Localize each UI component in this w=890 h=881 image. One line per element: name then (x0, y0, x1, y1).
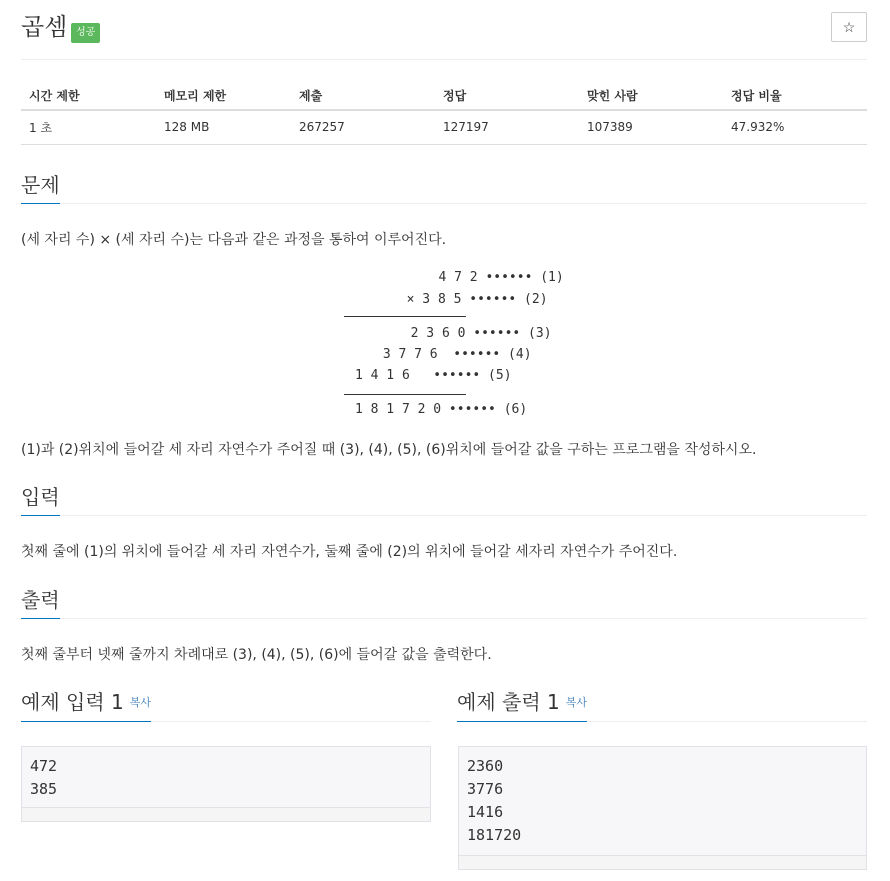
solved-users-value: 107389 (579, 110, 723, 144)
figure-row-2: × 3 8 5 •••••• (2) (391, 292, 548, 307)
figure-row-6: 1 8 1 7 2 0 •••••• (6) (355, 402, 528, 417)
figure-row-4: 3 7 7 6 •••••• (4) (375, 347, 532, 362)
problem-header (21, 12, 867, 60)
copy-sample-output-link[interactable]: 복사 (565, 696, 587, 709)
sample-output-title: 예제 출력 1 (457, 689, 560, 714)
output-description: 첫째 줄부터 넷째 줄까지 차례대로 (3), (4), (5), (6)에 들어갈 값을 출력한다. (21, 647, 492, 663)
column-header-memory-limit: 메모리 제한 (156, 82, 291, 110)
figure-row-3: 2 3 6 0 •••••• (3) (395, 326, 552, 341)
sample-input-scrollbar[interactable] (22, 807, 430, 821)
figure-divider (344, 316, 466, 317)
problem-section-header (21, 174, 867, 204)
copy-sample-input-link[interactable]: 복사 (129, 696, 151, 709)
status-badge: 성공 (71, 23, 100, 43)
output-section-header (21, 589, 867, 619)
input-section-header (21, 486, 867, 516)
sample-input-content: 472 385 (30, 757, 58, 798)
figure-row-5: 1 4 1 6 •••••• (5) (355, 368, 512, 383)
sample-output-scrollbar[interactable] (459, 855, 866, 869)
column-header-accept-rate: 정답 비율 (723, 82, 867, 110)
column-header-solved-users: 맞힌 사람 (579, 82, 723, 110)
sample-output-header (457, 689, 867, 722)
multiplication-figure (344, 268, 564, 424)
problem-question: (1)과 (2)위치에 들어갈 세 자리 자연수가 주어질 때 (3), (4), (5), (6)위치에 들어갈 값을 구하는 프로그램을 작성하시오. (21, 442, 757, 458)
problem-info-table (21, 82, 867, 145)
problem-intro: (세 자리 수) × (세 자리 수)는 다음과 같은 과정을 통하여 이루어진다. (21, 232, 447, 248)
figure-divider (344, 394, 466, 395)
sample-output-box[interactable] (458, 746, 867, 870)
sample-input-box[interactable] (21, 746, 431, 822)
problem-heading: 문제 (21, 173, 60, 204)
sample-input-heading (21, 690, 151, 723)
star-button[interactable] (831, 12, 867, 42)
sample-output-content: 2360 3776 1416 181720 (467, 757, 522, 844)
accept-rate-value: 47.932% (723, 110, 867, 144)
time-limit-value: 1 초 (21, 110, 156, 144)
table-row (21, 110, 867, 144)
column-header-accepted: 정답 (435, 82, 579, 110)
column-header-submissions: 제출 (291, 82, 435, 110)
column-header-time-limit: 시간 제한 (21, 82, 156, 110)
memory-limit-value: 128 MB (156, 110, 291, 144)
input-description: 첫째 줄에 (1)의 위치에 들어갈 세 자리 자연수가, 둘째 줄에 (2)의 위치에 들어갈 세자리 자연수가 주어진다. (21, 544, 678, 560)
sample-output-heading (457, 690, 587, 723)
sample-input-header (21, 689, 431, 722)
input-heading: 입력 (21, 485, 60, 516)
figure-row-1: 4 7 2 •••••• (1) (415, 270, 564, 285)
output-heading: 출력 (21, 588, 60, 619)
sample-input-title: 예제 입력 1 (21, 689, 124, 714)
submissions-value: 267257 (291, 110, 435, 144)
star-icon: ☆ (842, 19, 856, 35)
accepted-value: 127197 (435, 110, 579, 144)
problem-title: 곱셈 (21, 13, 68, 41)
